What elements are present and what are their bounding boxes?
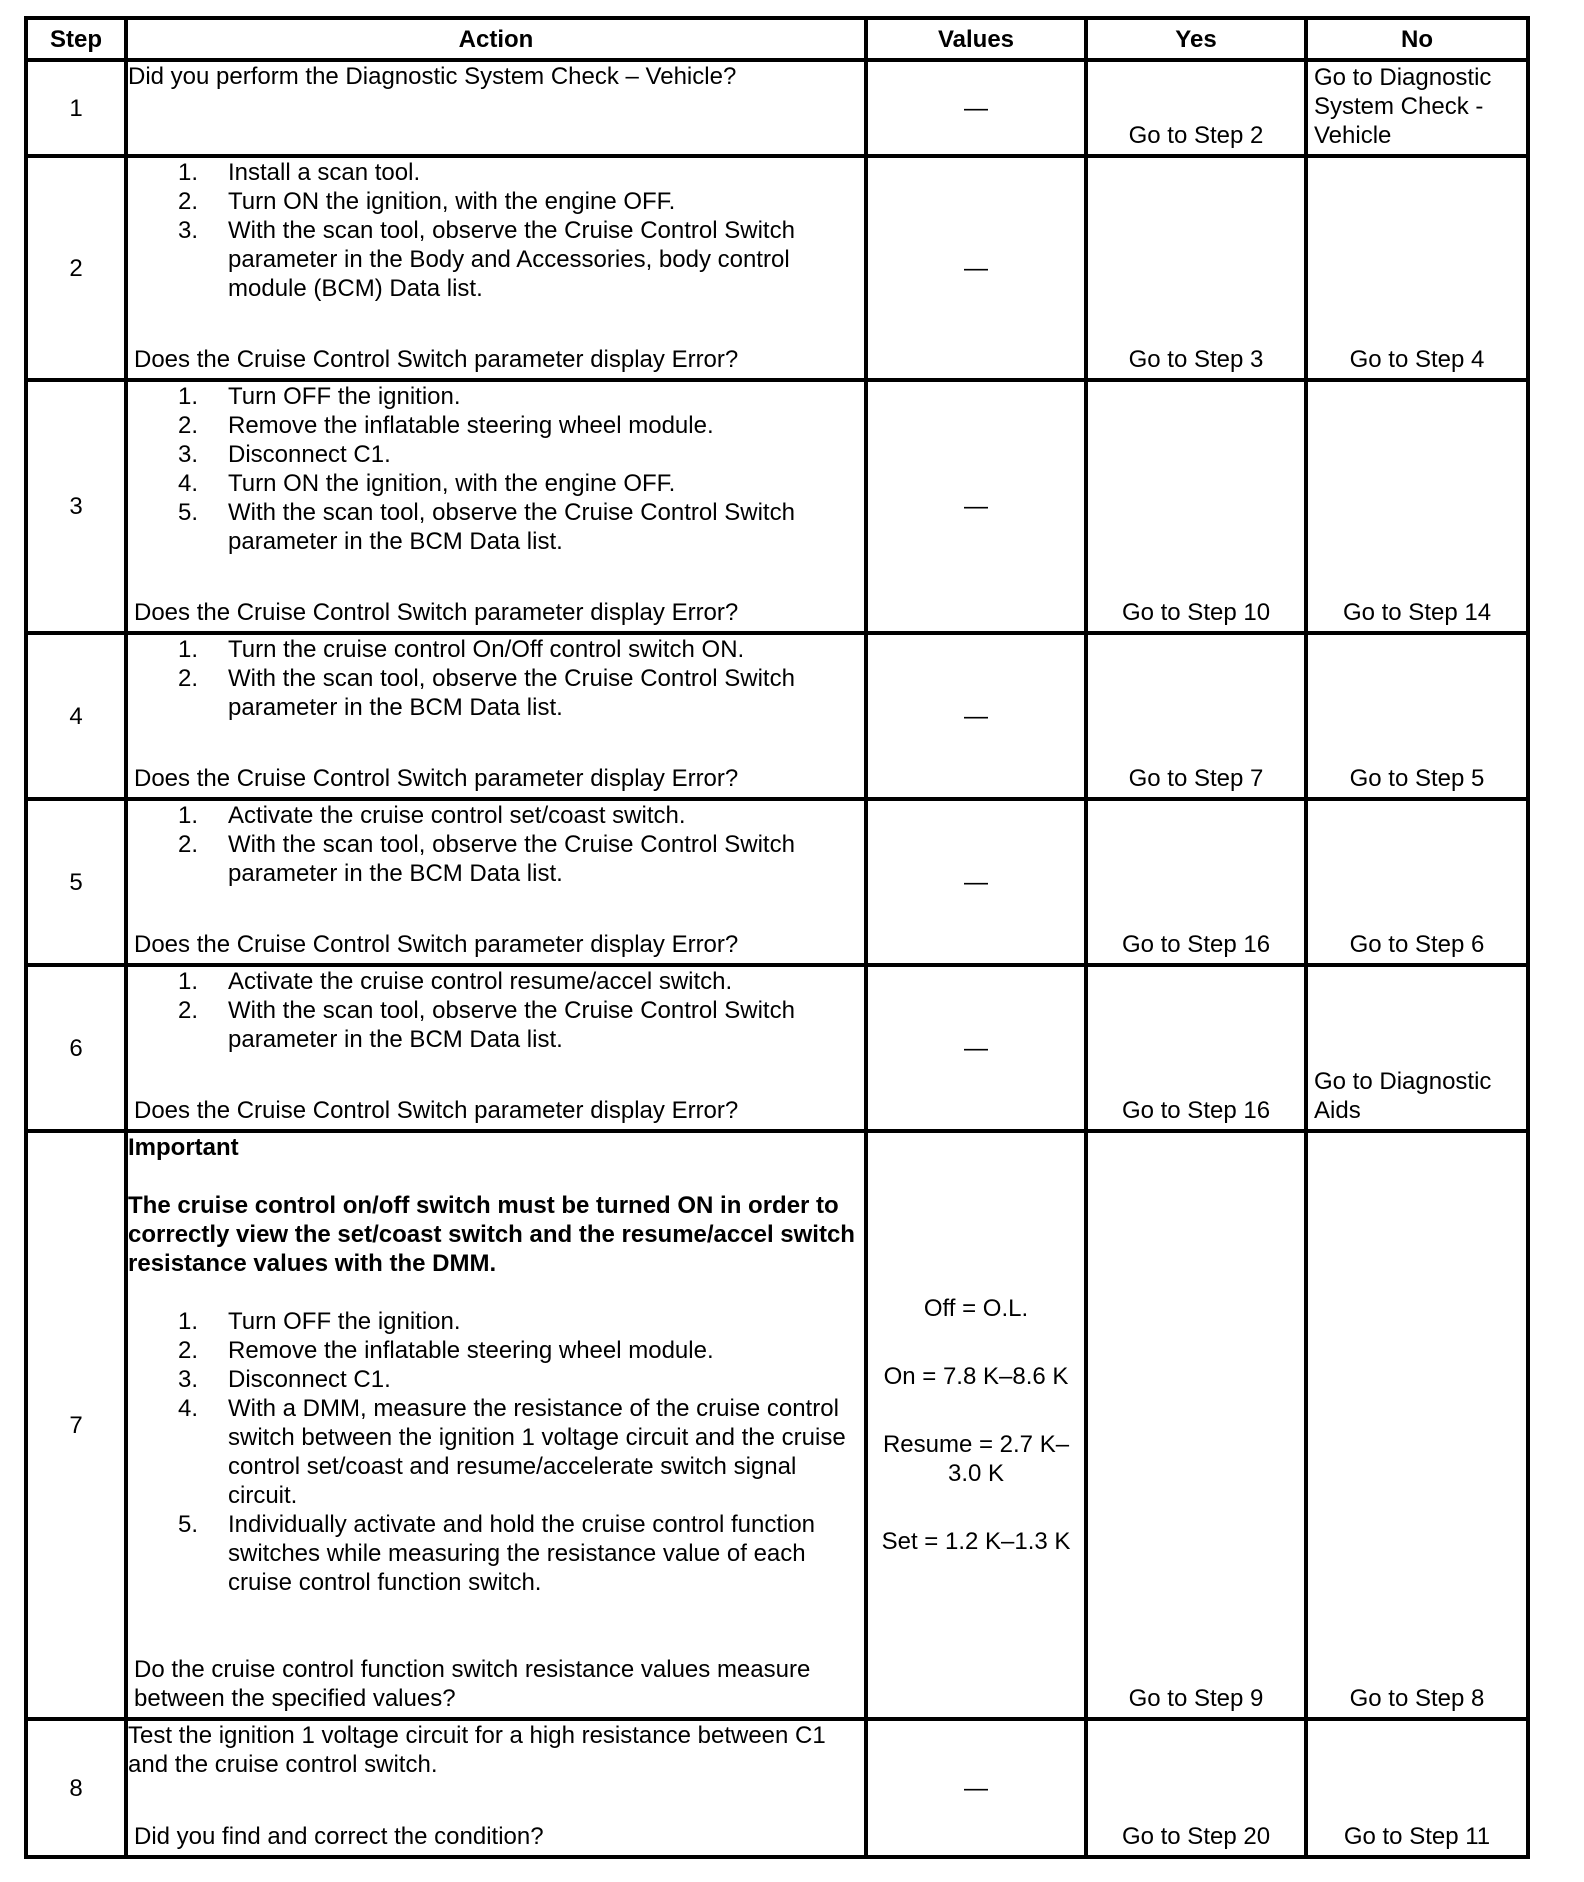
action-cell	[126, 156, 866, 380]
action-cell	[126, 799, 866, 965]
header-values: Values	[866, 18, 1086, 60]
action-question: Does the Cruise Control Switch parameter display Error?	[134, 1097, 739, 1124]
step-number: 7	[26, 1131, 126, 1719]
no-link[interactable]: Go to Step 4	[1349, 346, 1485, 373]
table-row	[26, 1719, 1528, 1857]
no-link[interactable]: Go to Diagnostic System Check - Vehicle	[1314, 64, 1492, 149]
yes-link[interactable]: Go to Step 20	[1121, 1823, 1271, 1850]
action-question: Did you find and correct the condition?	[134, 1823, 544, 1850]
list-item: 4. Turn ON the ignition, with the engine OFF.	[178, 470, 676, 497]
list-item: 1. Turn OFF the ignition.	[178, 383, 461, 410]
value-cell: —	[866, 60, 1086, 156]
header-no: No	[1306, 18, 1528, 60]
list-item: 3. With the scan tool, observe the Cruise Control Switch parameter in the Body and Accessories, body control module (BCM) Data list.	[178, 217, 795, 302]
diagnostic-table	[24, 16, 1530, 1859]
list-item: 5. Individually activate and hold the cruise control function switches while measuring the resistance value of each cruise control function switch.	[178, 1511, 816, 1596]
list-item: 2. With the scan tool, observe the Cruise Control Switch parameter in the BCM Data list.	[178, 997, 795, 1053]
no-cell	[1306, 156, 1528, 380]
header-yes: Yes	[1086, 18, 1306, 60]
list-item: 2. Turn ON the ignition, with the engine OFF.	[178, 188, 676, 215]
value-cell: —	[866, 380, 1086, 633]
value-cell: —	[866, 1719, 1086, 1857]
table-row	[26, 633, 1528, 799]
yes-link[interactable]: Go to Step 3	[1128, 346, 1264, 373]
action-question: Does the Cruise Control Switch parameter display Error?	[134, 599, 739, 626]
no-link[interactable]: Go to Step 6	[1349, 931, 1485, 958]
yes-cell	[1086, 965, 1306, 1131]
list-item: 1. Activate the cruise control resume/accel switch.	[178, 968, 733, 995]
value-cell	[866, 1131, 1086, 1719]
action-question: Does the Cruise Control Switch parameter display Error?	[134, 346, 739, 373]
table-row	[26, 799, 1528, 965]
important-title: Important	[128, 1134, 239, 1161]
step-number: 1	[26, 60, 126, 156]
step-number: 8	[26, 1719, 126, 1857]
table-row	[26, 60, 1528, 156]
list-item: 1. Turn OFF the ignition.	[178, 1308, 461, 1335]
step-number: 3	[26, 380, 126, 633]
diagnostic-table-wrapper	[24, 16, 1530, 1859]
list-item: 2. With the scan tool, observe the Cruise Control Switch parameter in the BCM Data list.	[178, 665, 795, 721]
action-steps	[128, 801, 864, 888]
no-cell	[1306, 60, 1528, 156]
yes-cell	[1086, 156, 1306, 380]
yes-cell	[1086, 633, 1306, 799]
table-row	[26, 1131, 1528, 1719]
value-cell: —	[866, 965, 1086, 1131]
action-cell	[126, 965, 866, 1131]
no-link[interactable]: Go to Step 14	[1342, 599, 1492, 626]
list-item: 4. With a DMM, measure the resistance of the cruise control switch between the ignition 1 voltage circuit and the cruise control set/coast and resume/accelerate switch signal circuit.	[178, 1395, 846, 1509]
action-cell	[126, 60, 866, 156]
action-steps	[128, 382, 864, 556]
step-number: 5	[26, 799, 126, 965]
important-note: The cruise control on/off switch must be turned ON in order to correctly view the set/coast switch and the resume/accel switch resistance values with the DMM.	[128, 1192, 855, 1277]
list-item: 1. Install a scan tool.	[178, 159, 421, 186]
no-cell	[1306, 799, 1528, 965]
no-link[interactable]: Go to Step 5	[1349, 765, 1485, 792]
yes-cell	[1086, 380, 1306, 633]
list-item: 5. With the scan tool, observe the Cruise Control Switch parameter in the BCM Data list.	[178, 499, 795, 555]
action-cell	[126, 380, 866, 633]
value-cell: —	[866, 799, 1086, 965]
yes-link[interactable]: Go to Step 2	[1128, 122, 1264, 149]
step-number: 4	[26, 633, 126, 799]
yes-cell	[1086, 1131, 1306, 1719]
no-link[interactable]: Go to Step 11	[1343, 1823, 1491, 1850]
list-item: 1. Turn the cruise control On/Off control switch ON.	[178, 636, 745, 663]
list-item: 1. Activate the cruise control set/coast switch.	[178, 802, 686, 829]
action-steps	[128, 635, 864, 722]
action-steps	[128, 158, 864, 303]
no-cell	[1306, 380, 1528, 633]
yes-cell	[1086, 799, 1306, 965]
no-cell	[1306, 1719, 1528, 1857]
header-action: Action	[126, 18, 866, 60]
table-row	[26, 965, 1528, 1131]
list-item: 2. Remove the inflatable steering wheel module.	[178, 412, 714, 439]
yes-link[interactable]: Go to Step 16	[1121, 931, 1271, 958]
list-item: 2. Remove the inflatable steering wheel module.	[178, 1337, 714, 1364]
yes-cell	[1086, 60, 1306, 156]
action-question: Does the Cruise Control Switch parameter display Error?	[134, 931, 739, 958]
yes-cell	[1086, 1719, 1306, 1857]
yes-link[interactable]: Go to Step 7	[1128, 765, 1264, 792]
yes-link[interactable]: Go to Step 10	[1121, 599, 1271, 626]
action-text: Test the ignition 1 voltage circuit for a high resistance between C1 and the cruise control switch.	[128, 1722, 826, 1778]
action-cell	[126, 633, 866, 799]
value-cell: —	[866, 156, 1086, 380]
value-cell: —	[866, 633, 1086, 799]
list-item: 3. Disconnect C1.	[178, 1366, 391, 1393]
table-header-row	[26, 18, 1528, 60]
step-number: 6	[26, 965, 126, 1131]
list-item: 2. With the scan tool, observe the Cruise Control Switch parameter in the BCM Data list.	[178, 831, 795, 887]
no-cell	[1306, 633, 1528, 799]
value-resume: Resume = 2.7 K–3.0 K	[882, 1431, 1070, 1487]
table-row	[26, 380, 1528, 633]
action-cell	[126, 1719, 866, 1857]
value-on: On = 7.8 K–8.6 K	[883, 1363, 1069, 1390]
header-step: Step	[26, 18, 126, 60]
no-cell	[1306, 1131, 1528, 1719]
action-question: Do the cruise control function switch resistance values measure between the specified values?	[134, 1656, 811, 1712]
action-steps	[128, 1307, 864, 1597]
action-question: Does the Cruise Control Switch parameter display Error?	[134, 765, 739, 792]
action-text: Did you perform the Diagnostic System Check – Vehicle?	[128, 63, 737, 90]
resistance-values	[868, 1294, 1084, 1556]
yes-link[interactable]: Go to Step 9	[1128, 1685, 1264, 1712]
no-cell	[1306, 965, 1528, 1131]
value-off: Off = O.L.	[923, 1295, 1029, 1322]
table-row	[26, 156, 1528, 380]
action-steps	[128, 967, 864, 1054]
no-link[interactable]: Go to Step 8	[1349, 1685, 1485, 1712]
step-number: 2	[26, 156, 126, 380]
yes-link[interactable]: Go to Step 16	[1121, 1097, 1271, 1124]
list-item: 3. Disconnect C1.	[178, 441, 391, 468]
no-link[interactable]: Go to Diagnostic Aids	[1314, 1068, 1492, 1124]
action-cell	[126, 1131, 866, 1719]
value-set: Set = 1.2 K–1.3 K	[881, 1528, 1071, 1555]
